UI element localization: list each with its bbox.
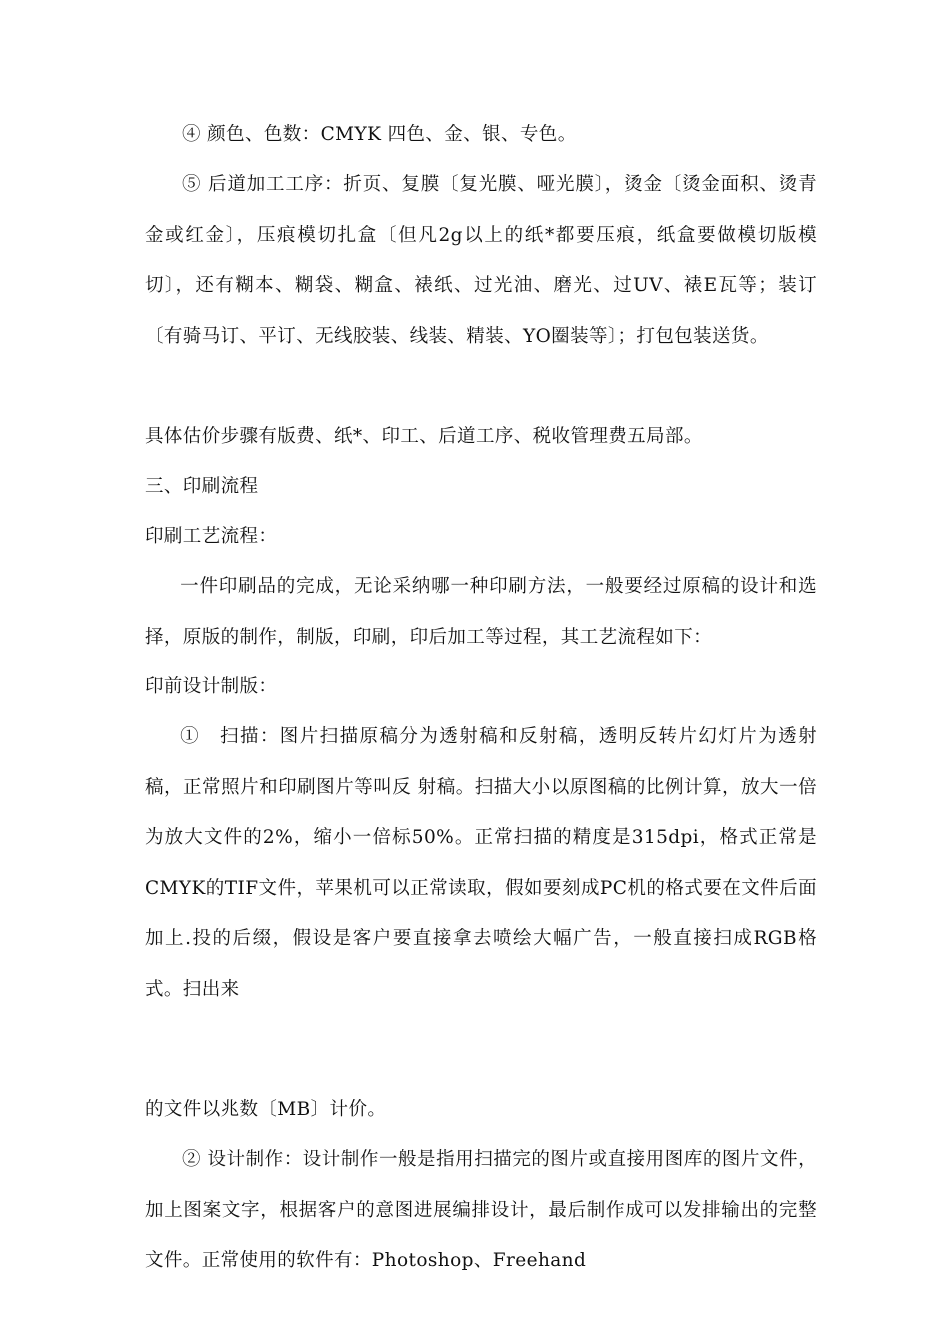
paragraph-post-processing: ⑤ 后道加工工序：折页、复膜〔复光膜、哑光膜〕，烫金〔烫金面积、烫青金或红金〕，压痕模切扎盒〔但凡2g以上的纸*都要压痕，纸盒要做模切版模切〕，还有糊本、糊袋、糊盒、裱纸、过光油、磨光、过UV、裱E瓦等；装订〔有骑马订、平订、无线胶装、线装、精装、YO圈装等〕；打包包装送货。 <box>145 174 817 347</box>
paragraph-process-overview: 一件印刷品的完成，无论采纳哪一种印刷方法，一般要经过原稿的设计和选择，原版的制作，制版，印刷，印后加工等过程，其工艺流程如下： <box>145 576 817 648</box>
paragraph-process-label: 印刷工艺流程： <box>145 526 278 547</box>
paragraph-design-production: ② 设计制作：设计制作一般是指用扫描完的图片或直接用图库的图片文件，加上图案文字，根据客户的意图进展编排设计，最后制作成可以发排输出的完整文件。正常使用的软件有：Photoshop、Freehand <box>145 1149 817 1271</box>
section-heading-printing-process: 三、印刷流程 <box>145 476 259 497</box>
paragraph-colors: ④ 颜色、色数：CMYK 四色、金、银、专色。 <box>182 124 577 145</box>
paragraph-estimate-steps: 具体估价步骤有版费、纸*、印工、后道工序、税收管理费五局部。 <box>145 426 703 447</box>
paragraph-scanning-continued: 的文件以兆数〔MB〕计价。 <box>145 1099 387 1120</box>
paragraph-scanning: ① 扫描：图片扫描原稿分为透射稿和反射稿，透明反转片幻灯片为透射稿，正常照片和印刷图片等叫反 射稿。扫描大小以原图稿的比例计算，放大一倍为放大文件的2%，缩小一倍标50%。正常扫描的精度是315dpi，格式正常是CMYK的TIF文件，苹果机可以正常读取，假如要刻成PC机的格式要在文件后面加上.投的后缀，假设是客户要直接拿去喷绘大幅广告，一般直接扫成RGB格式。扫出来 <box>145 726 817 1000</box>
paragraph-prepress-label: 印前设计制版： <box>145 676 278 697</box>
